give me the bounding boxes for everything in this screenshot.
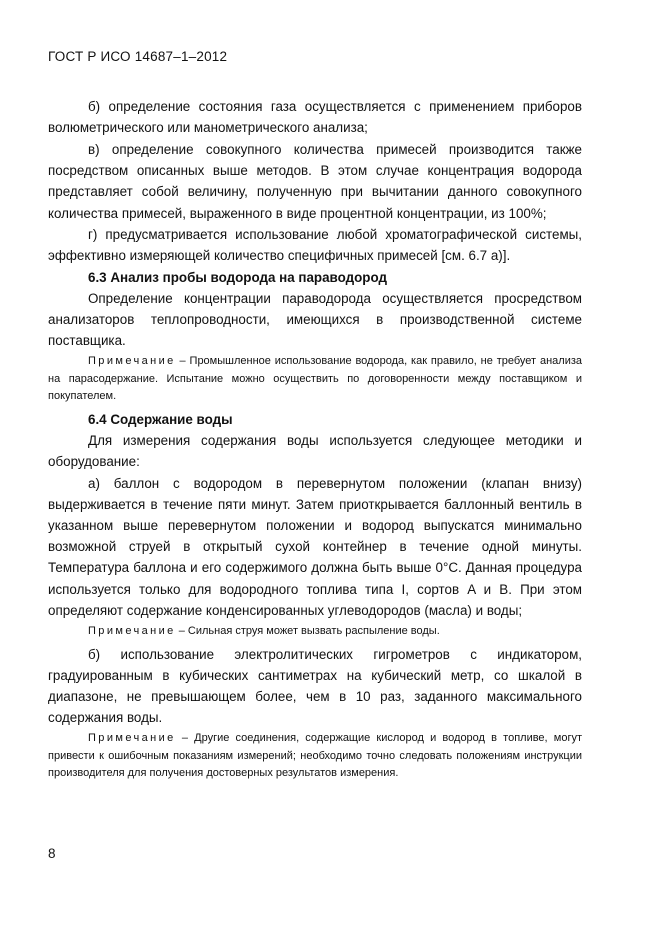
paragraph-parahydrogen: Определение концентрации параводорода осуществляется просредством анализаторов теплопроводности, имеющихся в производственной системе поставщика.: [48, 290, 582, 349]
note-other-compounds: [48, 730, 582, 783]
note-dash: –: [175, 355, 190, 368]
note-text: Промышленное использование водорода, как правило, не требует анализа на парасодержание. Испытание можно осуществить по договоренности между поставщиком и покупателем.: [48, 355, 582, 403]
section-heading-6-4: 6.4 Содержание воды: [88, 411, 233, 427]
paragraph-g-chromatography: г) предусматривается использование любой хроматографической системы, эффективно измеряющей количество специфичных примесей [см. 6.7 а)].: [48, 227, 582, 264]
section-heading-6-3: 6.3 Анализ пробы водорода на параводород: [88, 269, 387, 285]
document-header: ГОСТ Р ИСО 14687–1–2012: [48, 49, 228, 64]
note-dash: –: [175, 732, 195, 745]
note-parahydrogen: [48, 353, 582, 406]
note-dash: –: [175, 625, 188, 638]
note-label: Примечание: [88, 625, 176, 638]
document-body: [48, 96, 582, 786]
note-text: Другие соединения, содержащие кислород и водород в топливе, могут привести к ошибочным показаниям измерений; необходимо точно следовать положениям инструкции производителя для получения достоверных результатов измерения.: [48, 732, 583, 780]
paragraph-a-cylinder: а) баллон с водородом в перевернутом положении (клапан внизу) выдерживается в течение пяти минут. Затем приоткрывается баллонный вентиль в указанном выше перевернутом положении и водород выпускатся минимально возможной струей в открытый сухой контейнер в течение одной минуты. Температура баллона и его содержимого должна быть выше 0°С. Данная процедура используется только для водородного топлива типа I, сортов A и B. При этом определяют содержание конденсированных углеводородов (масла) и воды;: [48, 475, 582, 618]
note-water-spray: [48, 623, 582, 641]
paragraph-v-total-impurities: в) определение совокупного количества примесей производится также посредством описанных выше методов. В этом случае концентрация водорода представляет собой величину, полученную при вычитании данного совокупного количества примесей, выраженного в виде процентной концентрации, из 100%;: [48, 141, 582, 221]
paragraph-water-methods-intro: Для измерения содержания воды используется следующее методики и оборудование:: [48, 432, 582, 469]
note-label: Примечание: [88, 732, 176, 745]
note-label: Примечание: [88, 355, 176, 368]
paragraph-b-gas-state: б) определение состояния газа осуществляется с применением приборов волюметрического или манометрического анализа;: [48, 99, 582, 136]
note-text: Сильная струя может вызвать распыление воды.: [187, 625, 440, 638]
paragraph-b-hygrometers: б) использование электролитических гигрометров с индикатором, градуированным в кубических сантиметрах на кубический метр, со шкалой в диапазоне, не превышающем более, чем в 10 раз, заданного максимального содержания воды.: [48, 646, 582, 726]
page-number: 8: [48, 846, 56, 861]
